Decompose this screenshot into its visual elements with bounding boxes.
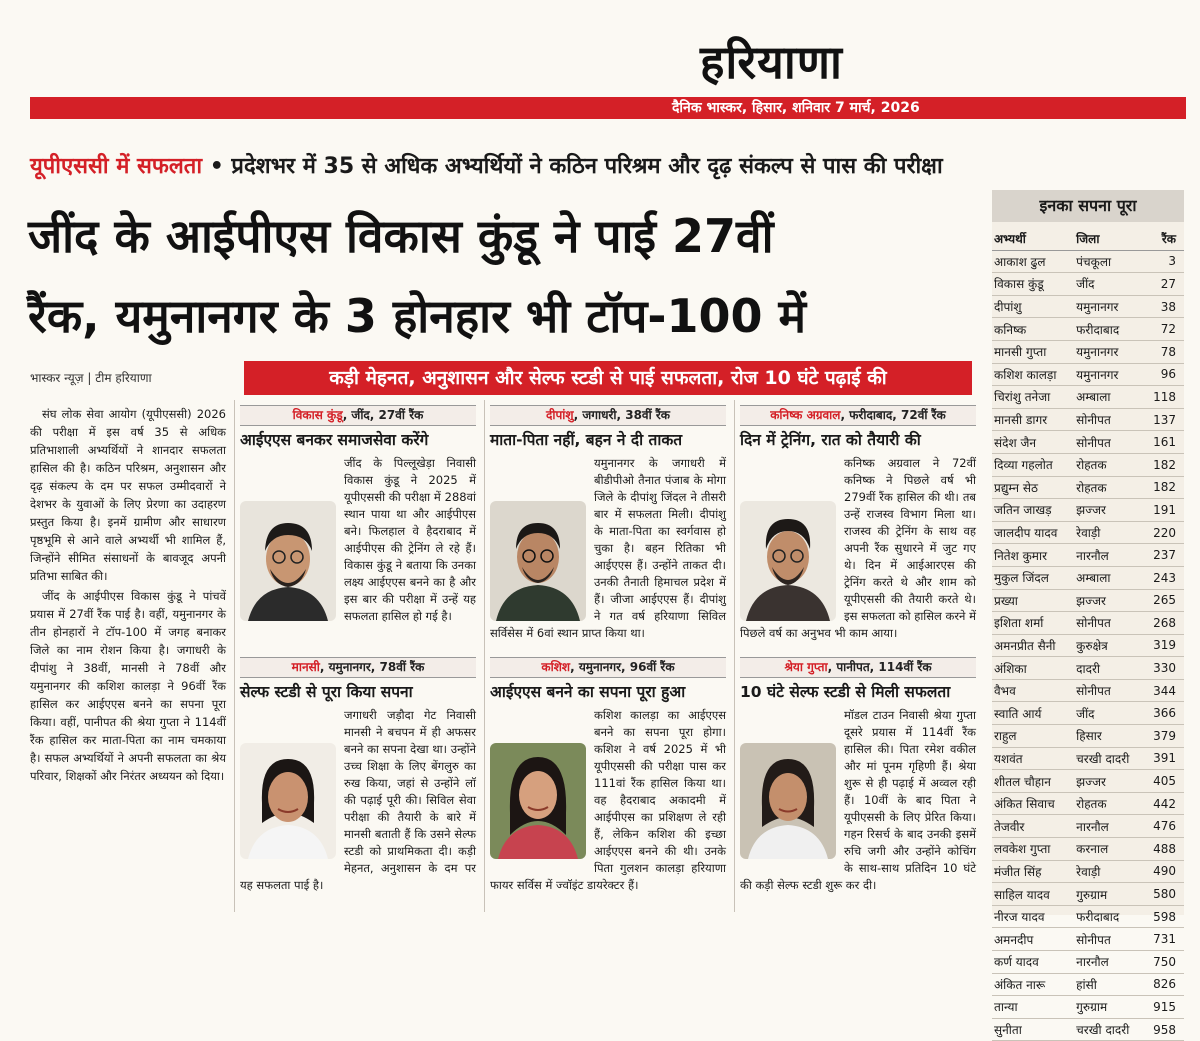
- rank-cell: 750: [1144, 951, 1184, 974]
- rank-table-title: इनका सपना पूरा: [992, 190, 1184, 222]
- candidate-cell: कनिष्क: [992, 318, 1074, 341]
- byline: भास्कर न्यूज़ | टीम हरियाणा: [30, 371, 152, 385]
- rank-cell: 243: [1144, 566, 1184, 589]
- candidate-cell: विकास कुंडू: [992, 273, 1074, 296]
- story-tag: श्रेया गुप्ता, पानीपत, 114वीं रैंक: [740, 657, 976, 678]
- district-cell: रोहतक: [1074, 792, 1144, 815]
- column-divider: [484, 400, 485, 912]
- candidate-cell: राहुल: [992, 725, 1074, 748]
- district-cell: सोनीपत: [1074, 928, 1144, 951]
- district-cell: करनाल: [1074, 838, 1144, 861]
- candidate-cell: तेजवीर: [992, 815, 1074, 838]
- portrait-photo: [490, 501, 586, 621]
- candidate-cell: कशिश कालड़ा: [992, 363, 1074, 386]
- rank-cell: 38: [1144, 295, 1184, 318]
- portrait-photo: [240, 501, 336, 621]
- portrait-photo: [490, 743, 586, 859]
- candidate-cell: साहिल यादव: [992, 883, 1074, 906]
- table-row: [992, 702, 1184, 725]
- table-row: [992, 838, 1184, 861]
- district-cell: अम्बाला: [1074, 386, 1144, 409]
- rank-cell: 391: [1144, 747, 1184, 770]
- table-row: [992, 521, 1184, 544]
- story-heading: आईएएस बनने का सपना पूरा हुआ: [490, 683, 686, 701]
- table-row: [992, 679, 1184, 702]
- rank-cell: 958: [1144, 1018, 1184, 1041]
- story-heading: माता-पिता नहीं, बहन ने दी ताकत: [490, 431, 683, 449]
- candidate-cell: अंकित नारू: [992, 973, 1074, 996]
- table-row: [992, 996, 1184, 1019]
- candidate-cell: प्रद्युम्न सेठ: [992, 476, 1074, 499]
- story-mansi: [240, 657, 476, 894]
- dateline: दैनिक भास्कर, हिसार, शनिवार 7 मार्च, 2026: [672, 100, 920, 116]
- column-divider: [734, 400, 735, 912]
- district-cell: कुरुक्षेत्र: [1074, 634, 1144, 657]
- rank-cell: 191: [1144, 499, 1184, 522]
- candidate-cell: दिव्या गहलोत: [992, 453, 1074, 476]
- candidate-cell: तान्या: [992, 996, 1074, 1019]
- table-row: [992, 566, 1184, 589]
- candidate-cell: लवकेश गुप्ता: [992, 838, 1074, 861]
- rank-cell: 488: [1144, 838, 1184, 861]
- story-body: मॉडल टाउन निवासी श्रेया गुप्ता दूसरे प्रयास में 114वीं रैंक हासिल की। पिता रमेश वकील और मां पूनम गृहिणी हैं। श्रेया शुरू से ही पढ़ाई में अव्वल रही हैं। 10वीं के बाद पिता ने यूपीएससी के लिए प्रेरित किया। गहन रिसर्च के बाद उनकी इसमें रुचि जगी और उन्होंने कोचिंग के साथ-साथ प्रतिदिन 10 घंटे की कड़ी सेल्फ स्टडी शुरू कर दी।: [740, 708, 976, 892]
- rank-cell: 182: [1144, 476, 1184, 499]
- table-row: [992, 386, 1184, 409]
- district-cell: चरखी दादरी: [1074, 747, 1144, 770]
- district-cell: दादरी: [1074, 657, 1144, 680]
- district-cell: हांसी: [1074, 973, 1144, 996]
- candidate-cell: जतिन जाखड़: [992, 499, 1074, 522]
- rank-cell: 27: [1144, 273, 1184, 296]
- district-cell: जींद: [1074, 702, 1144, 725]
- table-row: [992, 363, 1184, 386]
- story-body: कशिश कालड़ा का आईएएस बनने का सपना पूरा होगा। कशिश ने वर्ष 2025 में भी यूपीएससी की परीक्षा पास कर 111वां रैंक हासिल किया था। वह हैदराबाद अकादमी में आईपीएस का प्रशिक्षण ले रही हैं, लेकिन कशिश की इच्छा आईएएस बनने की थी। उनके पिता गुलशन कालड़ा हरियाणा फायर सर्विस में ज्वॉइंट डायरेक्टर हैं।: [490, 708, 726, 892]
- story-kashish: [490, 657, 726, 894]
- district-cell: नारनौल: [1074, 815, 1144, 838]
- table-row: [992, 408, 1184, 431]
- candidate-cell: चिरांशु तनेजा: [992, 386, 1074, 409]
- candidate-cell: संदेश जैन: [992, 431, 1074, 454]
- rank-cell: 182: [1144, 453, 1184, 476]
- intro-column: [30, 405, 226, 787]
- story-heading: सेल्फ स्टडी से पूरा किया सपना: [240, 683, 413, 701]
- rank-cell: 268: [1144, 612, 1184, 635]
- district-cell: रेवाड़ी: [1074, 521, 1144, 544]
- table-row: [992, 499, 1184, 522]
- candidate-cell: अमनदीप: [992, 928, 1074, 951]
- kicker-text: • प्रदेशभर में 35 से अधिक अभ्यर्थियों ने कठिन परिश्रम और दृढ़ संकल्प से पास की परीक्षा: [209, 154, 943, 179]
- rank-cell: 490: [1144, 860, 1184, 883]
- candidate-cell: अंशिका: [992, 657, 1074, 680]
- section-title: हरियाणा: [700, 35, 843, 89]
- candidate-cell: जालदीप यादव: [992, 521, 1074, 544]
- table-row: [992, 792, 1184, 815]
- table-row: [992, 747, 1184, 770]
- rank-cell: 3: [1144, 250, 1184, 273]
- district-cell: झज्जर: [1074, 499, 1144, 522]
- district-cell: नारनौल: [1074, 951, 1144, 974]
- candidate-cell: सुनीता: [992, 1018, 1074, 1041]
- candidate-cell: नितेश कुमार: [992, 544, 1074, 567]
- story-body: जगाधरी जड़ौदा गेट निवासी मानसी ने बचपन में ही अफसर बनने का सपना देखा था। उन्होंने उच्च शिक्षा के लिए बेंगलुरु का रुख किया, जहां से उन्होंने लॉ की पढ़ाई पूरी की। सिविल सेवा परीक्षा की तैयारी के बारे में मानसी बताती हैं कि उसने सेल्फ स्टडी को प्राथमिकता दी। कड़ी मेहनत, अनुशासन के दम पर यह सफलता पाई है।: [240, 708, 476, 892]
- table-row: [992, 725, 1184, 748]
- district-cell: नारनौल: [1074, 544, 1144, 567]
- story-kanishk: [740, 405, 976, 642]
- headline: [28, 196, 988, 356]
- rank-cell: 78: [1144, 340, 1184, 363]
- column-divider: [234, 400, 235, 912]
- table-row: [992, 612, 1184, 635]
- story-tag: दीपांशु, जगाधरी, 38वीं रैंक: [490, 405, 726, 426]
- rank-cell: 731: [1144, 928, 1184, 951]
- story-heading: 10 घंटे सेल्फ स्टडी से मिली सफलता: [740, 683, 951, 701]
- table-row: [992, 453, 1184, 476]
- rank-cell: 220: [1144, 521, 1184, 544]
- rank-cell: 915: [1144, 996, 1184, 1019]
- district-cell: झज्जर: [1074, 589, 1144, 612]
- rank-table: [992, 228, 1184, 1041]
- district-cell: सोनीपत: [1074, 612, 1144, 635]
- table-row: [992, 973, 1184, 996]
- candidate-cell: अमनप्रीत सैनी: [992, 634, 1074, 657]
- table-row: [992, 1018, 1184, 1041]
- table-row: [992, 657, 1184, 680]
- district-cell: सोनीपत: [1074, 408, 1144, 431]
- candidate-cell: आकाश ढुल: [992, 250, 1074, 273]
- intro-paragraph-1: संघ लोक सेवा आयोग (यूपीएससी) 2026 की परीक्षा में इस वर्ष 35 से अधिक प्रतिभाशाली अभ्यर्थियों ने शानदार सफलता हासिल की है। कठिन परिश्रम, अनुशासन और दृढ़ संकल्प के दम पर सफल उम्मीदवारों ने देशभर के युवाओं के लिए प्रेरणा का उदाहरण प्रस्तुत किया है। इनमें ग्रामीण और साधारण पृष्ठभूमि से आने वाले अभ्यर्थी भी शामिल हैं, जिन्होंने सीमित संसाधनों के बावजूद अपनी प्रतिभा साबित की।: [30, 407, 226, 583]
- candidate-cell: प्रख्या: [992, 589, 1074, 612]
- district-cell: रोहतक: [1074, 453, 1144, 476]
- rank-cell: 118: [1144, 386, 1184, 409]
- district-cell: चरखी दादरी: [1074, 1018, 1144, 1041]
- subheadline-banner: कड़ी मेहनत, अनुशासन और सेल्फ स्टडी से पाई सफलता, रोज 10 घंटे पढ़ाई की: [244, 361, 972, 395]
- col-candidate: अभ्यर्थी: [992, 228, 1074, 250]
- candidate-cell: इशिता शर्मा: [992, 612, 1074, 635]
- col-district: जिला: [1074, 228, 1144, 250]
- table-row: [992, 318, 1184, 341]
- rank-cell: 580: [1144, 883, 1184, 906]
- rank-cell: 265: [1144, 589, 1184, 612]
- rank-cell: 476: [1144, 815, 1184, 838]
- rank-table-box: [992, 190, 1184, 1038]
- rank-cell: 344: [1144, 679, 1184, 702]
- story-body: यमुनानगर के जगाधरी में बीडीपीओ तैनात पंजाब के मोगा जिले के दीपांशु जिंदल ने तीसरी बार में सफलता मिली। दीपांशु के माता-पिता का स्वर्गवास हो चुका है। बहन रितिका भी आईएएस हैं। उन्होंने ताकत दी। उनकी तैनाती हिमाचल प्रदेश में हैं। जीजा आईएएस हैं। दीपांशु ने गत वर्ष हरियाणा सिविल सर्विसेस में 6वां स्थान प्राप्त किया था।: [490, 456, 726, 640]
- table-row: [992, 295, 1184, 318]
- table-row: [992, 250, 1184, 273]
- table-row: [992, 273, 1184, 296]
- district-cell: पंचकूला: [1074, 250, 1144, 273]
- rank-cell: 330: [1144, 657, 1184, 680]
- district-cell: सोनीपत: [1074, 679, 1144, 702]
- candidate-cell: मानसी डागर: [992, 408, 1074, 431]
- story-shreya: [740, 657, 976, 894]
- district-cell: यमुनानगर: [1074, 295, 1144, 318]
- district-cell: यमुनानगर: [1074, 340, 1144, 363]
- table-row: [992, 883, 1184, 906]
- intro-paragraph-2: जींद के आईपीएस विकास कुंडू ने पांचवें प्रयास में 27वीं रैंक पाई है। वहीं, यमुनानगर के तीन होनहारों ने टॉप-100 में जगह बनाकर जिले का नाम रोशन किया है। जगाधरी के दीपांशु ने 38वीं, मानसी ने 78वीं और यमुनानगर की कशिश कालड़ा ने 96वीं रैंक हासिल कर आईएएस बनने का सपना पूरा किया। वहीं, पानीपत की श्रेया गुप्ता ने 114वीं रैंक हासिल कर माता-पिता का नाम चमकाया है। सफल अभ्यर्थियों ने अपनी सफलता का श्रेय परिवार, शिक्षकों और निरंतर अध्ययन को दिया।: [30, 589, 226, 783]
- rank-cell: 442: [1144, 792, 1184, 815]
- story-heading: आईएएस बनकर समाजसेवा करेंगे: [240, 431, 429, 449]
- district-cell: सोनीपत: [1074, 431, 1144, 454]
- table-row: [992, 815, 1184, 838]
- district-cell: रेवाड़ी: [1074, 860, 1144, 883]
- rank-cell: 598: [1144, 905, 1184, 928]
- district-cell: यमुनानगर: [1074, 363, 1144, 386]
- portrait-photo: [740, 501, 836, 621]
- table-row: [992, 634, 1184, 657]
- portrait-photo: [740, 743, 836, 859]
- district-cell: गुरुग्राम: [1074, 996, 1144, 1019]
- candidate-cell: यशवंत: [992, 747, 1074, 770]
- dateline-bar: [30, 97, 1186, 119]
- kicker: [30, 150, 1190, 180]
- rank-cell: 137: [1144, 408, 1184, 431]
- rank-cell: 405: [1144, 770, 1184, 793]
- district-cell: गुरुग्राम: [1074, 883, 1144, 906]
- candidate-cell: वैभव: [992, 679, 1074, 702]
- story-body: जींद के पिल्लूखेड़ा निवासी विकास कुंडू ने 2025 में यूपीएससी की परीक्षा में 288वां स्थान पाया था और आईपीएस बने। फिलहाल वे हैदराबाद में आईपीएस की ट्रेनिंग ले रहे हैं। विकास कुंडू ने बताया कि उनका लक्ष्य आईएएस बनने का है और इस बार की परीक्षा में उन्हें यह सफलता हासिल हो गई है।: [240, 455, 476, 625]
- rank-cell: 319: [1144, 634, 1184, 657]
- candidate-cell: अंकित सिवाच: [992, 792, 1074, 815]
- candidate-cell: मुकुल जिंदल: [992, 566, 1074, 589]
- district-cell: झज्जर: [1074, 770, 1144, 793]
- candidate-cell: शीतल चौहान: [992, 770, 1074, 793]
- rank-cell: 826: [1144, 973, 1184, 996]
- district-cell: फरीदाबाद: [1074, 905, 1144, 928]
- table-row: [992, 544, 1184, 567]
- candidate-cell: कर्ण यादव: [992, 951, 1074, 974]
- candidate-cell: मंजीत सिंह: [992, 860, 1074, 883]
- headline-line-1: जींद के आईपीएस विकास कुंडू ने पाई 27वीं: [28, 209, 774, 263]
- story-tag: मानसी, यमुनानगर, 78वीं रैंक: [240, 657, 476, 678]
- table-row: [992, 589, 1184, 612]
- portrait-photo: [240, 743, 336, 859]
- story-tag: विकास कुंडू, जींद, 27वीं रैंक: [240, 405, 476, 426]
- district-cell: हिसार: [1074, 725, 1144, 748]
- table-row: [992, 770, 1184, 793]
- table-row: [992, 860, 1184, 883]
- table-row: [992, 431, 1184, 454]
- rank-cell: 72: [1144, 318, 1184, 341]
- rank-cell: 379: [1144, 725, 1184, 748]
- rank-cell: 237: [1144, 544, 1184, 567]
- candidate-cell: नीरज यादव: [992, 905, 1074, 928]
- story-deepanshu: [490, 405, 726, 642]
- table-row: [992, 928, 1184, 951]
- table-row: [992, 951, 1184, 974]
- story-body: कनिष्क अग्रवाल ने 72वीं कनिष्क ने पिछले वर्ष भी 279वीं रैंक हासिल की थी। तब उन्हें राजस्व विभाग मिला था। राजस्व की ट्रेनिंग के साथ वह अपनी रैंक सुधारने में जुट गए थे। दिन में आईआरएस की ट्रेनिंग करते थे और शाम को यूपीएससी की तैयारी करते थे। इस सफलता को हासिल करने में पिछले वर्ष का अनुभव भी काम आया।: [740, 456, 976, 640]
- rank-cell: 366: [1144, 702, 1184, 725]
- district-cell: फरीदाबाद: [1074, 318, 1144, 341]
- table-row: [992, 476, 1184, 499]
- district-cell: अम्बाला: [1074, 566, 1144, 589]
- story-vikas: [240, 405, 476, 625]
- candidate-cell: मानसी गुप्ता: [992, 340, 1074, 363]
- headline-line-2: रैंक, यमुनानगर के 3 होनहार भी टॉप-100 में: [28, 289, 807, 343]
- district-cell: रोहतक: [1074, 476, 1144, 499]
- col-rank: रैंक: [1144, 228, 1184, 250]
- candidate-cell: स्वाति आर्य: [992, 702, 1074, 725]
- story-tag: कनिष्क अग्रवाल, फरीदाबाद, 72वीं रैंक: [740, 405, 976, 426]
- kicker-label: यूपीएससी में सफलता: [30, 154, 203, 179]
- table-row: [992, 340, 1184, 363]
- table-header: [992, 228, 1184, 250]
- district-cell: जींद: [1074, 273, 1144, 296]
- rank-cell: 96: [1144, 363, 1184, 386]
- story-heading: दिन में ट्रेनिंग, रात को तैयारी की: [740, 431, 921, 449]
- candidate-cell: दीपांशु: [992, 295, 1074, 318]
- story-tag: कशिश, यमुनानगर, 96वीं रैंक: [490, 657, 726, 678]
- rank-cell: 161: [1144, 431, 1184, 454]
